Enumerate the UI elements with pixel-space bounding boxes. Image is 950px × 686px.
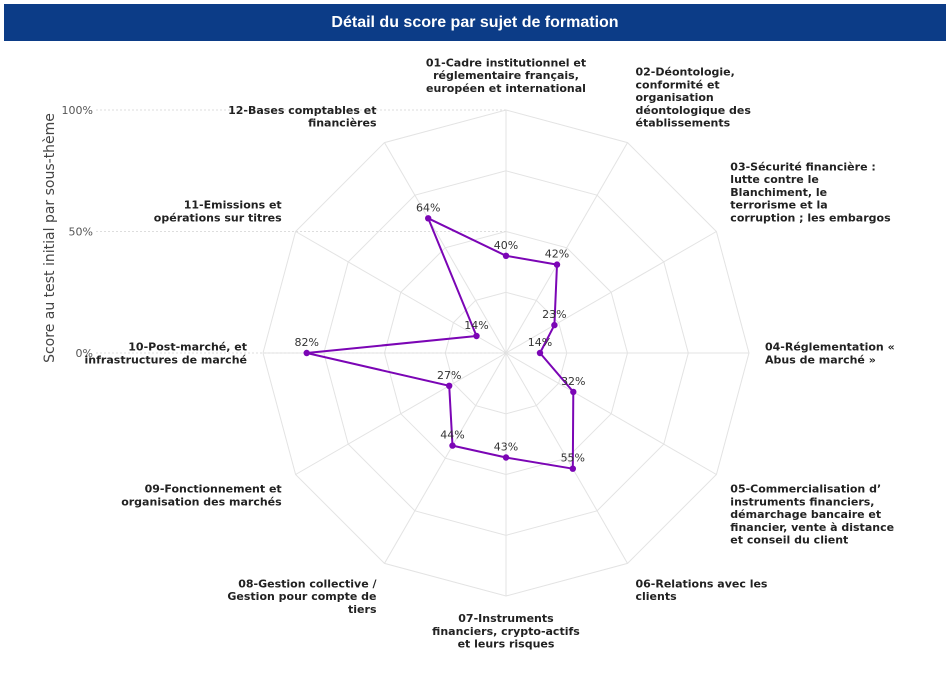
data-point[interactable] bbox=[425, 215, 431, 221]
data-label: 55% bbox=[560, 451, 586, 465]
data-label: 27% bbox=[436, 368, 462, 382]
grid-spoke bbox=[506, 353, 716, 475]
category-label: 02-Déontologie, conformité et organisation déontologique des établissements bbox=[635, 65, 751, 130]
y-tick-label: 0% bbox=[75, 347, 93, 360]
data-point[interactable] bbox=[503, 454, 509, 460]
data-label: 43% bbox=[493, 440, 519, 454]
data-point[interactable] bbox=[446, 383, 452, 389]
category-label: 08-Gestion collective / Gestion pour compte de tiers bbox=[227, 577, 377, 616]
data-label: 64% bbox=[415, 201, 441, 215]
category-label: 12-Bases comptables et financières bbox=[228, 103, 377, 130]
category-label: 04-Réglementation « Abus de marché » bbox=[765, 340, 895, 367]
grid-spoke bbox=[506, 232, 716, 354]
data-point[interactable] bbox=[554, 261, 560, 267]
category-label: 06-Relations avec les clients bbox=[635, 577, 768, 604]
data-label: 44% bbox=[440, 428, 465, 442]
data-point[interactable] bbox=[551, 322, 557, 328]
chart-title: Détail du score par sujet de formation bbox=[331, 13, 619, 31]
category-label: 07-Instruments financiers, crypto-actifs et leurs risques bbox=[432, 612, 580, 651]
data-point[interactable] bbox=[570, 466, 576, 472]
data-point[interactable] bbox=[537, 350, 543, 356]
data-label: 32% bbox=[561, 374, 586, 388]
data-label: 40% bbox=[493, 238, 519, 252]
data-point[interactable] bbox=[473, 333, 479, 339]
category-label: 01-Cadre institutionnel et réglementaire français, européen et international bbox=[425, 56, 587, 95]
data-label: 14% bbox=[464, 319, 489, 332]
category-label: 09-Fonctionnement et organisation des marchés bbox=[121, 482, 282, 509]
data-point[interactable] bbox=[570, 389, 576, 395]
category-label: 11-Emissions et opérations sur titres bbox=[153, 198, 282, 225]
data-label: 82% bbox=[294, 336, 319, 349]
y-axis-ticks bbox=[62, 104, 506, 360]
data-point[interactable] bbox=[503, 253, 509, 259]
category-label: 03-Sécurité financière : lutte contre le Blanchiment, le terrorisme et la corruption ; les embargos bbox=[730, 160, 891, 225]
y-tick-label: 100% bbox=[61, 104, 93, 117]
data-label: 14% bbox=[527, 336, 553, 349]
data-label: 42% bbox=[544, 247, 570, 261]
category-label: 10-Post-marché, et infrastructures de marché bbox=[84, 340, 247, 367]
data-point[interactable] bbox=[304, 350, 310, 356]
data-label: 23% bbox=[542, 308, 567, 322]
y-axis-label: Score au test initial par sous-thème bbox=[42, 113, 58, 363]
grid-spoke bbox=[296, 353, 506, 475]
y-tick-label: 50% bbox=[68, 225, 93, 239]
category-label: 05-Commercialisation d’ instruments financiers, démarchage bancaire et financier, vente à distance et conseil du client bbox=[730, 482, 895, 547]
data-point[interactable] bbox=[449, 442, 455, 448]
